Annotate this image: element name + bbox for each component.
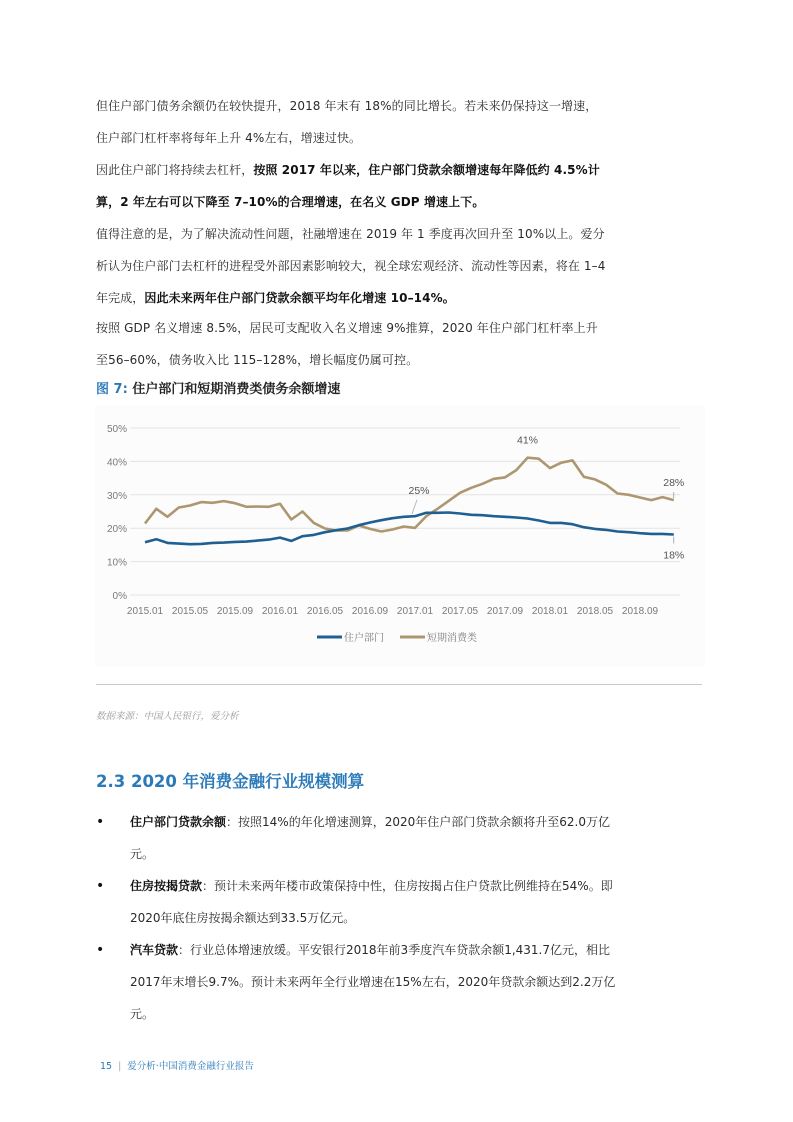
x-tick-label: 2018.05 [576, 606, 614, 617]
y-tick-label: 10% [106, 557, 127, 569]
bullet-term: 住房按揭贷款 [130, 879, 203, 893]
x-tick-label: 2017.01 [396, 606, 434, 617]
section-heading: 2.3 2020 年消费金融行业规模测算 [96, 772, 365, 791]
figure-divider [96, 684, 702, 685]
paragraph-text: 值得注意的是，为了解决流动性问题，社融增速在 2019 年 1 季度再次回升至 10%以上。爱分析认为住户部门去杠杆的进程受外部因素影响较大，视全球宏观经济、流动性等因素，将在 1–4 年完成， [96, 227, 606, 305]
bullet-item [96, 934, 616, 1030]
figure-title-text: 住户部门和短期消费类债务余额增速 [132, 382, 341, 397]
legend-label: 住户部门 [344, 633, 384, 644]
paragraph-4 [96, 312, 606, 376]
bullet-text: ：预计未来两年楼市政策保持中性，住房按揭占住户贷款比例维持在54%。即2020年底住房按揭余额达到33.5万亿元。 [130, 879, 613, 925]
bullet-icon: • [96, 814, 105, 830]
x-tick-label: 2016.09 [351, 606, 389, 617]
data-label: 18% [663, 549, 685, 562]
paragraph-bold: 按照 2017 年以来，住户部门贷款余额增速每年降低约 4.5%计算，2 年左右可以下降至 7–10%的合理增速，在名义 GDP 增速上下。 [96, 163, 600, 209]
x-tick-label: 2016.01 [261, 606, 299, 617]
bullet-item [96, 806, 616, 870]
bullet-icon: • [96, 942, 105, 958]
y-axis-ticks [107, 424, 127, 602]
figure-source: 数据来源：中国人民银行，爱分析 [96, 711, 239, 722]
bullet-icon: • [96, 878, 105, 894]
paragraph-text: 但住户部门债务余额仍在较快提升，2018 年末有 18%的同比增长。若未来仍保持这一增速，住户部门杠杆率将每年上升 4%左右，增速过快。 [96, 99, 598, 145]
x-tick-label: 2018.01 [531, 606, 569, 617]
chart-canvas [95, 405, 705, 667]
chart-legend [317, 631, 477, 644]
legend-item [317, 631, 384, 644]
x-tick-label: 2015.05 [171, 606, 209, 617]
paragraph-1 [96, 90, 606, 154]
bullet-item [96, 870, 616, 934]
y-tick-label: 0% [112, 591, 127, 602]
bullet-term: 住户部门贷款余额 [130, 815, 227, 829]
figure-title [96, 378, 340, 397]
y-tick-label: 40% [106, 457, 127, 469]
paragraph-bold: 因此未来两年住户部门贷款余额平均年化增速 10–14%。 [144, 291, 455, 305]
x-tick-label: 2017.09 [486, 606, 524, 617]
paragraph-3 [96, 218, 606, 314]
x-tick-label: 2018.09 [621, 606, 659, 617]
x-tick-label: 2015.01 [126, 606, 164, 617]
x-tick-label: 2017.05 [441, 606, 479, 617]
paragraph-text: 因此住户部门将持续去杠杆， [96, 163, 254, 177]
bullet-term: 汽车贷款 [130, 943, 179, 957]
bullet-text: ：按照14%的年化增速测算，2020年住户部门贷款余额将升至62.0万亿元。 [130, 815, 610, 861]
x-tick-label: 2016.05 [306, 606, 344, 617]
paragraph-2 [96, 154, 606, 218]
footer-separator: | [118, 1061, 122, 1072]
chart-series [145, 458, 674, 545]
y-tick-label: 30% [106, 490, 127, 502]
legend-item [400, 631, 477, 644]
line-chart [95, 405, 705, 667]
figure-number: 图 7: [96, 382, 128, 397]
legend-label: 短期消费类 [427, 633, 477, 644]
paragraph-text: 按照 GDP 名义增速 8.5%，居民可支配收入名义增速 9%推算，2020 年住户部门杠杆率上升至56–60%，债务收入比 115–128%，增长幅度仍属可控。 [96, 321, 598, 367]
page-footer [100, 1058, 254, 1072]
y-tick-label: 20% [106, 524, 127, 536]
data-label: 41% [516, 434, 539, 447]
page-number: 15 [100, 1061, 113, 1072]
data-label: 25% [408, 484, 430, 497]
data-label: 28% [663, 477, 685, 490]
x-axis-ticks [127, 606, 659, 617]
bullet-text: ：行业总体增速放缓。平安银行2018年前3季度汽车贷款余额1,431.7亿元，相比2017年末增长9.7%。预计未来两年全行业增速在15%左右，2020年贷款余额达到2.2万亿元。 [130, 943, 616, 1021]
y-tick-label: 50% [106, 424, 127, 435]
footer-title: 爱分析·中国消费金融行业报告 [127, 1061, 254, 1072]
chart-gridlines [130, 428, 680, 595]
x-tick-label: 2015.09 [216, 606, 254, 617]
